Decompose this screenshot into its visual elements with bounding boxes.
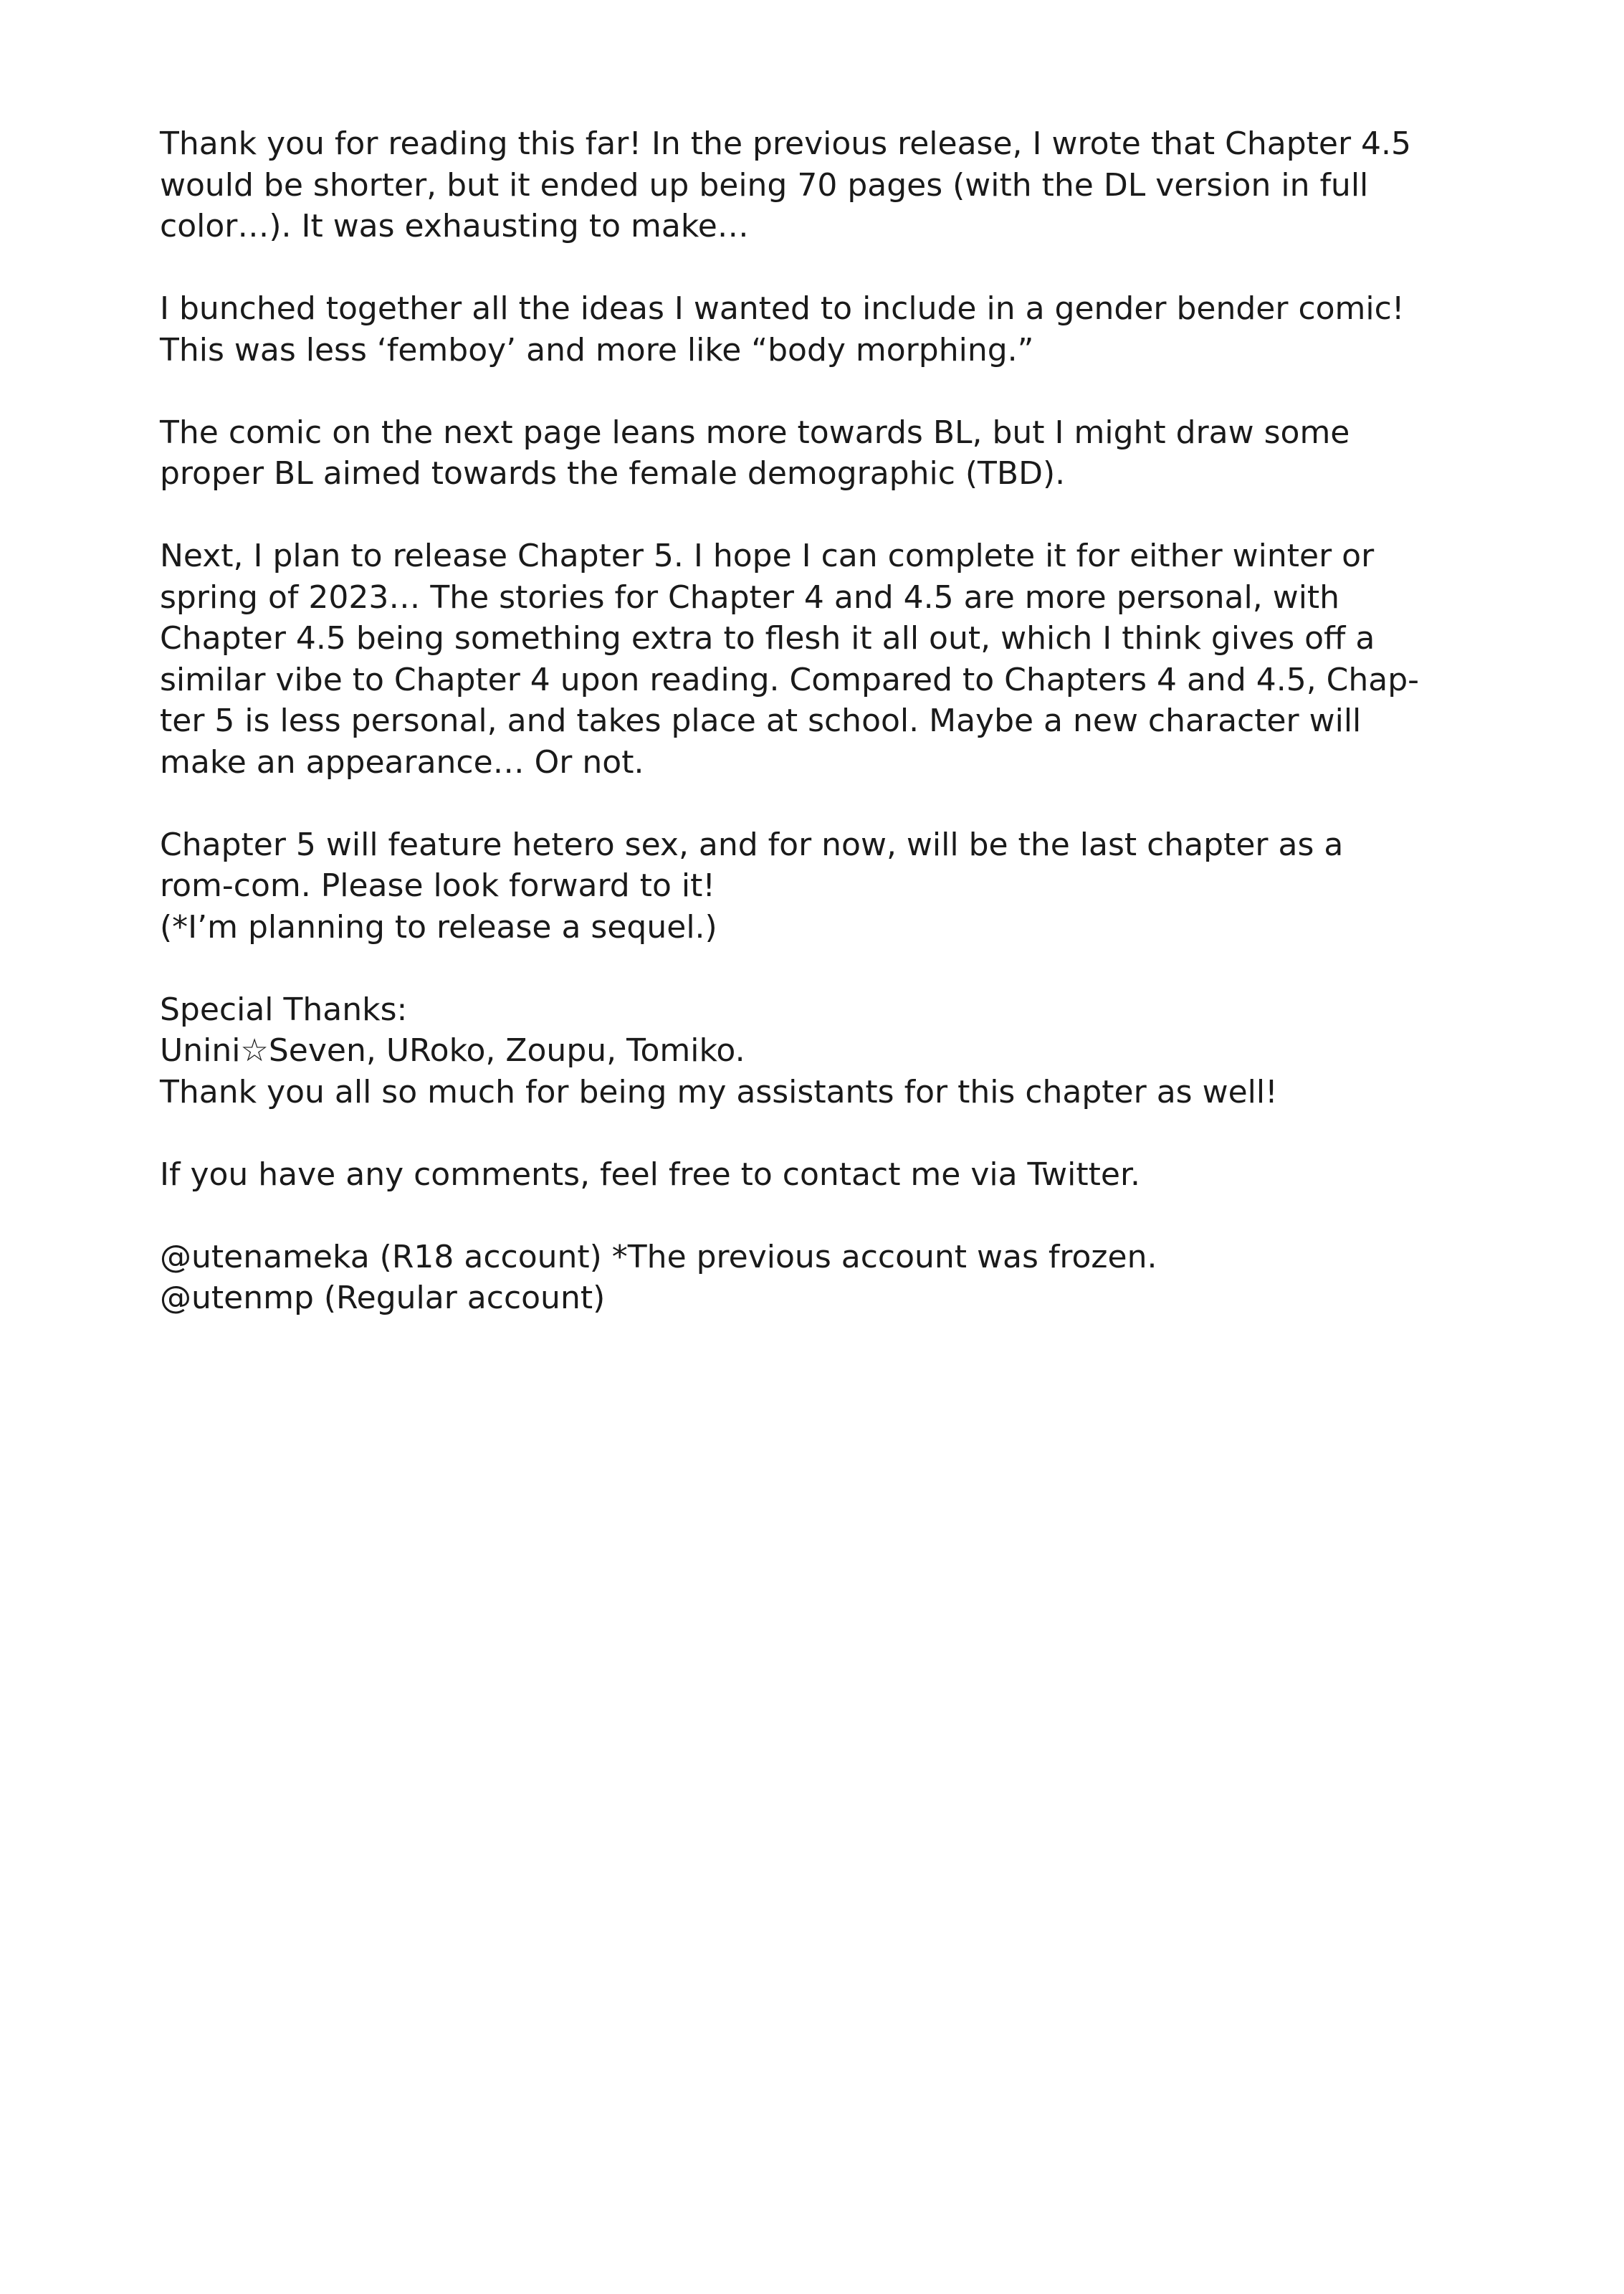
text-line: The comic on the next page leans more towards BL, but I might draw some <box>160 414 1350 451</box>
special-thanks-heading: Special Thanks: <box>160 991 408 1028</box>
text-line: If you have any comments, feel free to contact me via Twitter. <box>160 1156 1140 1193</box>
text-line: Chapter 5 will feature hetero sex, and for now, will be the last chapter as a <box>160 826 1344 863</box>
text-line: proper BL aimed towards the female demographic (TBD). <box>160 455 1066 492</box>
assistant-names: Unini☆Seven, URoko, Zoupu, Tomiko. <box>160 1032 745 1069</box>
text-line: (*I’m planning to release a sequel.) <box>160 908 717 946</box>
text-line: color…). It was exhausting to make… <box>160 208 749 244</box>
paragraph-ideas <box>160 288 1479 371</box>
text-line: Thank you for reading this far! In the previous release, I wrote that Chapter 4.5 <box>160 125 1412 162</box>
text-line: This was less ‘femboy’ and more like “body morphing.” <box>160 331 1034 368</box>
paragraph-chapter-5-content <box>160 824 1479 948</box>
paragraph-contact <box>160 1154 1479 1196</box>
text-line: I bunched together all the ideas I wanted to include in a gender bender comic! <box>160 290 1405 327</box>
twitter-r18-account: @utenameka (R18 account) *The previous account was frozen. <box>160 1238 1157 1275</box>
paragraph-next-page <box>160 412 1479 495</box>
text-line: Thank you all so much for being my assistants for this chapter as well! <box>160 1073 1278 1110</box>
text-line: spring of 2023… The stories for Chapter 4 and 4.5 are more personal, with <box>160 579 1340 616</box>
text-line: ter 5 is less personal, and takes place at school. Maybe a new character will <box>160 703 1362 739</box>
text-line: would be shorter, but it ended up being 70 pages (with the DL version in full <box>160 166 1369 204</box>
text-line: similar vibe to Chapter 4 upon reading. Compared to Chapters 4 and 4.5, Chap- <box>160 661 1420 698</box>
text-line: Chapter 4.5 being something extra to flesh it all out, which I think gives off a <box>160 620 1375 657</box>
paragraph-intro <box>160 123 1479 247</box>
afterword-text <box>160 123 1479 1360</box>
paragraph-chapter-5-plan <box>160 536 1479 783</box>
text-line: rom-com. Please look forward to it! <box>160 867 715 904</box>
paragraph-accounts <box>160 1237 1479 1319</box>
text-line: make an appearance… Or not. <box>160 743 644 781</box>
text-line: Next, I plan to release Chapter 5. I hope I can complete it for either winter or <box>160 538 1375 574</box>
paragraph-special-thanks <box>160 989 1479 1113</box>
twitter-regular-account: @utenmp (Regular account) <box>160 1280 606 1316</box>
